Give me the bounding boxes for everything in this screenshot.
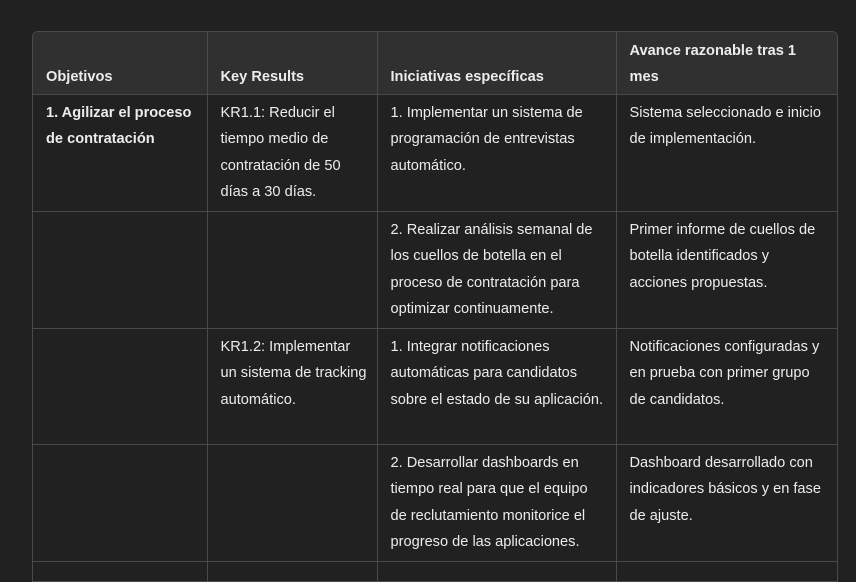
- cell-avance: Notificaciones configuradas y en prueba con primer grupo de candidatos.: [616, 328, 837, 444]
- okr-table: [33, 32, 837, 582]
- table-row: [33, 94, 837, 211]
- header-objetivos: Objetivos: [33, 32, 207, 94]
- okr-table-container: [32, 31, 838, 582]
- cell-objetivo: 1. Agilizar el proceso de contratación: [33, 94, 207, 211]
- header-iniciativas: Iniciativas específicas: [377, 32, 616, 94]
- cell-key-result: KR1.1: Reducir el tiempo medio de contratación de 50 días a 30 días.: [207, 94, 377, 211]
- cell-objetivo: [33, 444, 207, 561]
- header-avance: Avance razonable tras 1 mes: [616, 32, 837, 94]
- table-row: [33, 444, 837, 561]
- cell-objetivo: [33, 211, 207, 328]
- header-key-results: Key Results: [207, 32, 377, 94]
- cell-iniciativa: 2. Realizar análisis semanal de los cuellos de botella en el proceso de contratación para optimizar continuamente.: [377, 211, 616, 328]
- table-row: [33, 211, 837, 328]
- table-row-partial: [33, 561, 837, 581]
- cell-objetivo: [33, 328, 207, 444]
- cell-avance: Sistema seleccionado e inicio de implementación.: [616, 94, 837, 211]
- cell-empty: [207, 561, 377, 581]
- table-header-row: [33, 32, 837, 94]
- cell-empty: [377, 561, 616, 581]
- cell-empty: [33, 561, 207, 581]
- cell-avance: Primer informe de cuellos de botella identificados y acciones propuestas.: [616, 211, 837, 328]
- cell-key-result: KR1.2: Implementar un sistema de tracking automático.: [207, 328, 377, 444]
- cell-iniciativa: 1. Integrar notificaciones automáticas para candidatos sobre el estado de su aplicación.: [377, 328, 616, 444]
- cell-empty: [616, 561, 837, 581]
- cell-key-result: [207, 211, 377, 328]
- cell-key-result: [207, 444, 377, 561]
- cell-iniciativa: 1. Implementar un sistema de programación de entrevistas automático.: [377, 94, 616, 211]
- table-row: [33, 328, 837, 444]
- cell-avance: Dashboard desarrollado con indicadores básicos y en fase de ajuste.: [616, 444, 837, 561]
- cell-iniciativa: 2. Desarrollar dashboards en tiempo real para que el equipo de reclutamiento monitorice el progreso de las aplicaciones.: [377, 444, 616, 561]
